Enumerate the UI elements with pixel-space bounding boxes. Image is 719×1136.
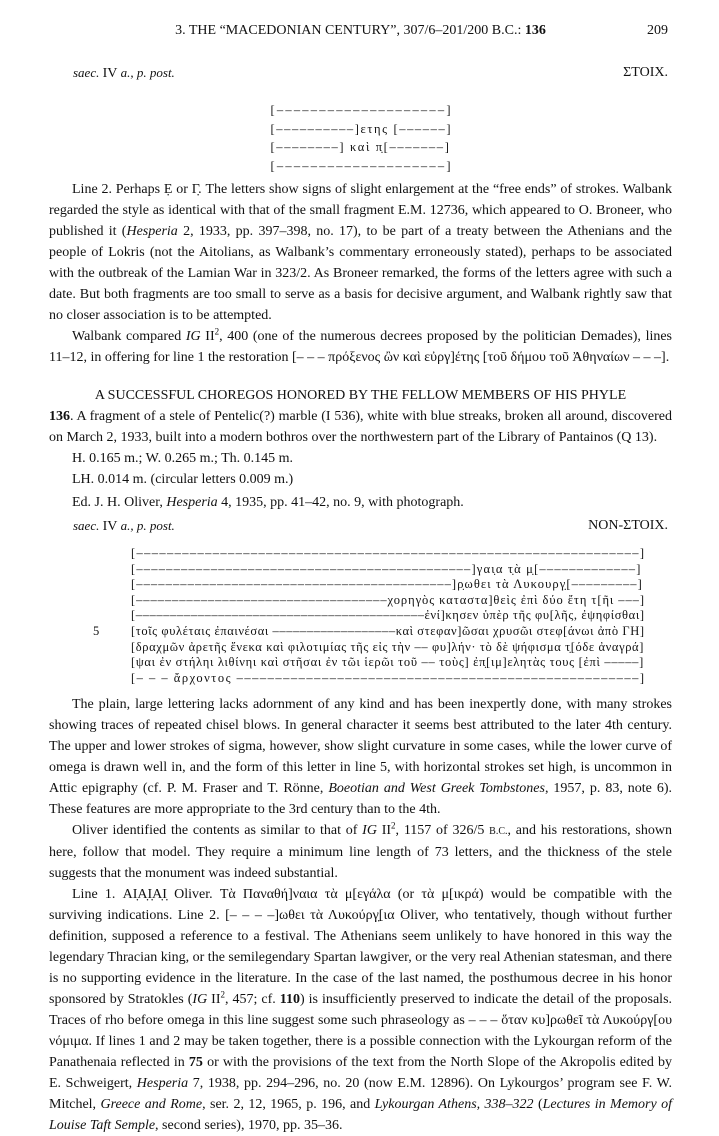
date-row [49,62,672,83]
text-run: , ser. 2, 12, 1965, p. 196, and [202,1097,375,1113]
text-run: Line 2. Perhaps Ẹ or Γ̣. The letters show signs of slight enlargement at the “free ends” of strokes. Walbank regarded the style as identical with that of the small fragment E.M. 12736, which appeared to O. Broneer, who published it ( [49,182,672,239]
text-run: Hesperia [136,1076,189,1092]
commentary-paragraph [49,884,672,1136]
text-run: IV [102,66,118,81]
text-run: 3. THE “MACEDONIAN CENTURY”, 307/6–201/200 B.C.: [175,23,525,38]
inscription-line [131,546,644,562]
text-run: , second series), 1970, pp. 35–36. [155,1118,343,1134]
text-run: 136 [49,409,70,424]
text-run: B.C. [489,826,508,838]
text-run: Oliver identified the contents as similar to that of [72,823,363,839]
inscription-line [271,157,451,176]
inscription-line-text: [ψαι ἐν στήληι λιθίνηι καὶ στῆσαι ἐν τῶι ἱερῶι τοῦ –– τοὺς] ἐπ̣[ιμ]ελητὰς τους [ἐπὶ –––––] [131,655,644,670]
text-run: 75 [188,1055,203,1071]
inscription-line [131,577,644,593]
text-run: , 400 (one of the numerous decrees proposed by the politician Demades), lines 11–12, in offering for line 1 the restoration [– – – πρόξενος ὢν καὶ εὐργ]έτης [τοῦ δήμου τοῦ Ἀθηναίων – – –]. [49,329,673,365]
text-run: Line 1. ΑΙ̣Α̣Ι̣Α̣Ι̣ Oliver. Τὰ Παναθή]ναια τὰ μ[εγάλα (or τὰ μ[ικρά) would be compatible with the surviving indications. Line 2. [– – – –]ωθει τὰ Λυκούργ̣[ια Oliver, who tentatively, though without further definition, supposed a reference to a festival. The Athenians seem unlikely to have honored in this way the legendary Thracian king, or the semilegendary Spartan lawgiver, or the very real Athenian statesman, and there is no supporting evidence in the literature. In the case of the last named, the posthumous decree in his honor sponsored by Stratokles ( [49,887,672,1008]
text-run: II [376,823,392,839]
text-run: II [200,329,215,344]
dimensions: H. 0.165 m.; W. 0.265 m.; Th. 0.145 m. [72,451,294,466]
inscription-line [131,608,644,624]
running-header [49,20,672,41]
text-run: ( [533,1097,543,1113]
inscription-line [131,671,644,687]
inscription-line [131,562,644,578]
inscription-text [271,101,451,175]
inscription-line-text: [–––––––––––––––––––––––––––––––––––χορηγὸς καταστα]θεὶς ἐπὶ δύο ἔτη τ[ῆι –––] [131,592,645,607]
catalogue-entry [49,406,672,448]
text-run: Lykourgan Athens, 338–322 [374,1097,534,1113]
text-run: 2 [391,820,396,831]
inscription-line-text: [–––––––––––––––––––––––––––––––––––––––––––]ρ̣ωθει τὰ Λυκουργ̣[–––––––––] [131,577,643,592]
inscription-line-text: [δραχμῶν ἀρετῆς ἕνεκα καὶ φιλοτιμίας τῆς εἰς τὴν –– φυ]λήν· τὸ δὲ ψήφισμα τ̣[όδε ἀναγρά] [131,639,644,654]
text-run: II [207,992,221,1008]
text-run: a., p. post. [117,518,175,533]
inscription-line-text: [––––––––––––––––––––––––––––––––––––––––––––––––––––––––––––––––––] [131,546,646,560]
inscription-line [93,623,645,640]
inscription-line-text: [–––––––––––––––––––––––––––––––––––––––––––––]γαι̣α τ̣ὰ μ̣[–––––––––––––] [131,561,642,576]
text-run: 110 [279,992,300,1008]
text-run: Lectures in Memory of Louise Taft Semple [49,1097,673,1134]
letter-height: LH. 0.014 m. (circular letters 0.009 m.) [72,472,294,487]
commentary-paragraph [49,820,672,884]
text-run: The plain, large lettering lacks adornment of any kind and has been inexpertly done, with many strokes showing traces of repeated chisel blows. In general character it seems best attributed to the later 4th century. The upper and lower strokes of sigma, however, show slight curvature in some cases, while the lower curve of omega is drawn well in, and the form of this letter in line 5, with horizontal strokes set high, is uncommon in Attic epigraphy (cf. P. M. Fraser and T. Rönne, [49,697,672,797]
text-run: . A fragment of a stele of Pentelic(?) marble (I 536), white with blue streaks, broken all around, discovered on March 2, 1933, built into a modern bothros over the northwestern part of the Library of Pantainos (Q 13). [49,409,672,445]
inscription-line-text: [– – – ἄρχοντος ––––––––––––––––––––––––––––––––––––––––––––––––––––] [131,670,646,685]
inscription-line [131,593,644,609]
commentary-paragraph [49,326,672,368]
text-run: , 1157 of 326/5 [395,823,490,839]
inscription-line [271,120,451,139]
text-run: 4, 1935, pp. 41–42, no. 9, with photograph. [217,495,464,510]
text-run: IG [185,329,201,344]
text-run: , and his restorations, shown here, follow that model. They require a minimum line length of 73 letters, and the thickness of the stele suggests that the monument was indeed substantial. [49,823,672,882]
running-title [175,23,546,38]
text-run: ) is insufficiently preserved to indicate the detail of the proposals. Traces of rho before omega in this line suggest some such phraseology as – – – ὅταν κυ]ρωθεῖ τὰ Λυκούργ[ου νόμιμα. If lines 1 and 2 may be taken together, there is a possible connection with the Lykourgan reform of the Panathenaia reflected in [49,992,673,1071]
text-run: Hesperia [126,224,178,239]
text-run: 7, 1938, pp. 294–296, no. 20 (now E.M. 12896). On Lykourgos’ program see F. W. Mitchel, [49,1076,673,1113]
section-heading: A SUCCESSFUL CHOREGOS HONORED BY THE FELLOW MEMBERS OF HIS PHYLE [94,388,627,403]
text-run: 2, 1933, pp. 397–398, no. 17), to be part of a treaty between the Athenians and the people of Lokris (not the Aitolians, as Walbank’s commentary erroneously stated), perhaps to be associated with the outbreak of the Lamian War in 323/2. As Broneer remarked, the forms of the letters agree with such a date. But both fragments are too small to serve as a basis for decisive argument, and Walbank rightly saw that no closer association is to be attempted. [49,224,672,323]
commentary-paragraph [49,179,672,326]
text-run: Boeotian and West Greek Tombstones [328,781,545,797]
text-run: Ed. J. H. Oliver, [72,495,167,510]
text-run: , 1957, p. 83, note 6). These features are more appropriate to the 3rd century than to the 4th. [49,781,673,818]
inscription-line [271,101,451,120]
text-run: IG [362,823,377,839]
text-run: Hesperia [166,495,218,510]
line-number: 5 [93,623,100,638]
text-run: IV [102,519,118,534]
inscription-text [93,546,646,686]
inscription-line [271,138,451,157]
text-run: saec. [73,65,103,80]
date-label [73,515,175,537]
text-run: a., p. post. [117,65,175,80]
edition-reference [49,492,672,513]
inscription-line-text: [τοῖς φυλέταις ἐπαινέσαι ––––––––––––––––––καὶ στεφαν]ῶσαι χρυσῶι στεφ[άνωι ἀπὸ ΓΗ] [131,623,645,638]
text-run: , 457; cf. [225,992,280,1008]
text-run: Greece and Rome [100,1097,203,1113]
inscription-line-text: [––––––––––––––––––––––––––––––––––––––––––ἐνί]κησεν ὑπὲρ τῆς φυ[λῆς, ἐψηφίσθαι] [131,608,645,623]
commentary-paragraph [49,694,672,820]
inscription-line-text: [––––––––––]ετης [––––––] [270,121,453,136]
text-run: Walbank compared [72,329,186,344]
date-row [49,515,672,536]
stoichedon-label: ΣΤΟΙΧ. [623,65,668,80]
inscription-line [131,640,644,656]
inscription-line-text: [––––––––] καὶ π̣[–––––––] [270,140,451,154]
text-run: IG [192,992,208,1008]
text-run: 2 [220,989,226,1000]
text-run: or with the provisions of the text from the North Slope of the Akropolis edited by E. Schweigert, [49,1055,673,1092]
text-run: 136 [524,23,546,38]
text-run: 2 [214,326,220,337]
page-number: 209 [647,23,668,38]
inscription-line-text: [––––––––––––––––––––] [270,103,453,117]
stoichedon-label: NON-ΣΤΟΙΧ. [588,518,668,533]
document-page [49,0,672,1136]
text-run: saec. [73,518,103,533]
inscription-line [131,655,644,671]
inscription-line-text: [––––––––––––––––––––] [270,158,453,173]
date-label [73,62,175,84]
